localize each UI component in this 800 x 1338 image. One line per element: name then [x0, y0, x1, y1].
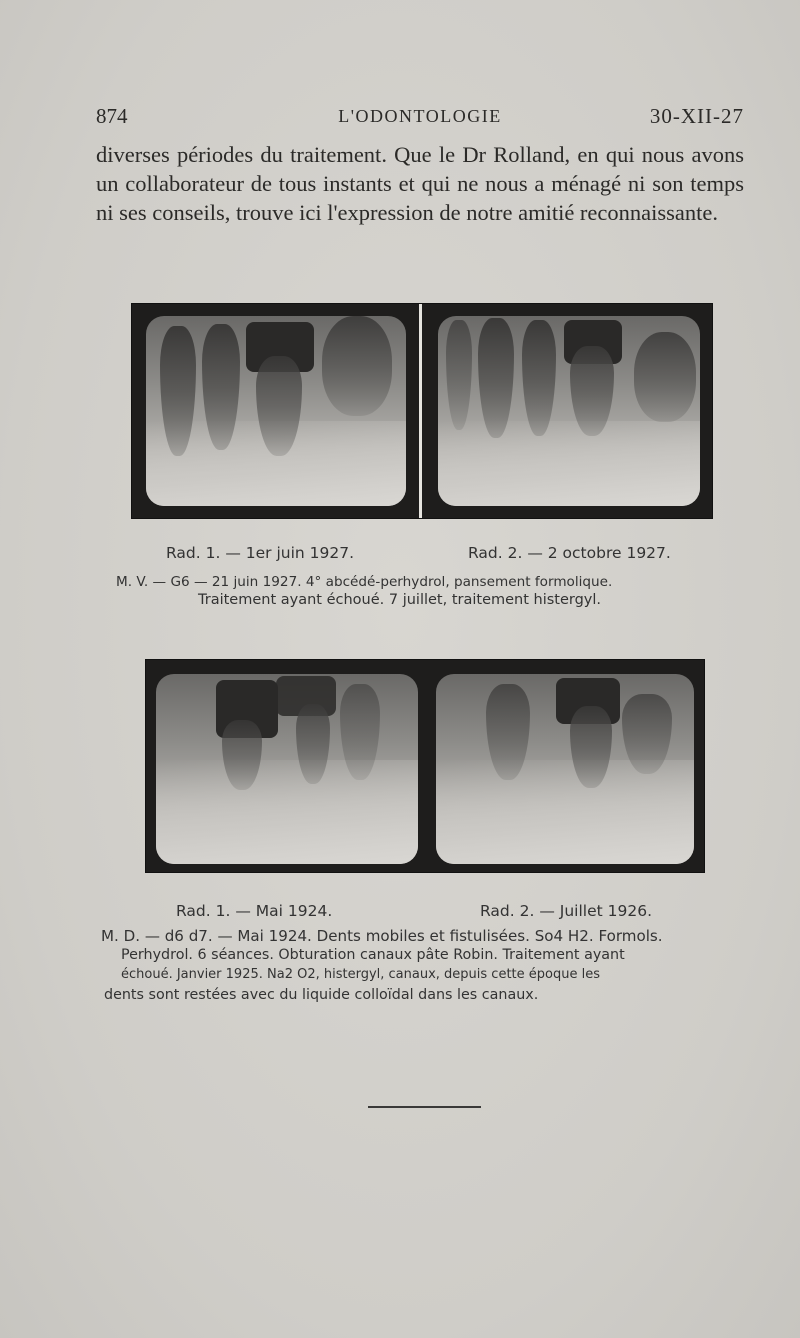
journal-title: L'ODONTOLOGIE: [338, 106, 502, 126]
issue-date: 30-XII-27: [649, 104, 744, 128]
radiograph-2-left: [156, 674, 418, 864]
figure-2-caption-line-3: échoué. Janvier 1925. Na2 O2, histergyl, canaux, depuis cette époque les: [121, 967, 600, 982]
section-end-rule: [368, 1106, 481, 1108]
figure-2-caption: [96, 900, 744, 1010]
figure-2-rad1-label: Rad. 1. — Mai 1924.: [176, 902, 333, 920]
body-paragraph: [96, 140, 744, 227]
body-paragraph-text: diverses périodes du traitement. Que le Dr Rolland, en qui nous avons un collaborateur de tous instants et qui ne nous a ménagé ni son temps ni ses conseils, trouve ici l'expression de notre amitié reconnaissante.: [96, 142, 744, 225]
radiograph-plate-1: [131, 303, 713, 519]
figure-2-caption-line-4: dents sont restées avec du liquide colloïdal dans les canaux.: [104, 987, 539, 1003]
running-head: [96, 104, 744, 134]
figure-1-caption-line-1: M. V. — G6 — 21 juin 1927. 4° abcédé-perhydrol, pansement formolique.: [116, 574, 613, 590]
figure-1-rad2-label: Rad. 2. — 2 octobre 1927.: [468, 544, 671, 562]
figure-1-rad1-label: Rad. 1. — 1er juin 1927.: [166, 544, 355, 562]
figure-2-caption-line-2: Perhydrol. 6 séances. Obturation canaux pâte Robin. Traitement ayant: [121, 947, 625, 963]
figure-1-caption: [96, 544, 744, 614]
radiograph-1-left: [146, 316, 406, 506]
radiograph-1-right: [438, 316, 700, 506]
radiograph-plate-2: [145, 659, 705, 873]
radiograph-2-right: [436, 674, 694, 864]
figure-1-caption-line-2: Traitement ayant échoué. 7 juillet, traitement histergyl.: [198, 592, 602, 608]
figure-2-caption-line-1: M. D. — d6 d7. — Mai 1924. Dents mobiles et fistulisées. So4 H2. Formols.: [101, 927, 663, 945]
page-number: 874: [96, 104, 128, 128]
figure-2-rad2-label: Rad. 2. — Juillet 1926.: [480, 902, 652, 920]
